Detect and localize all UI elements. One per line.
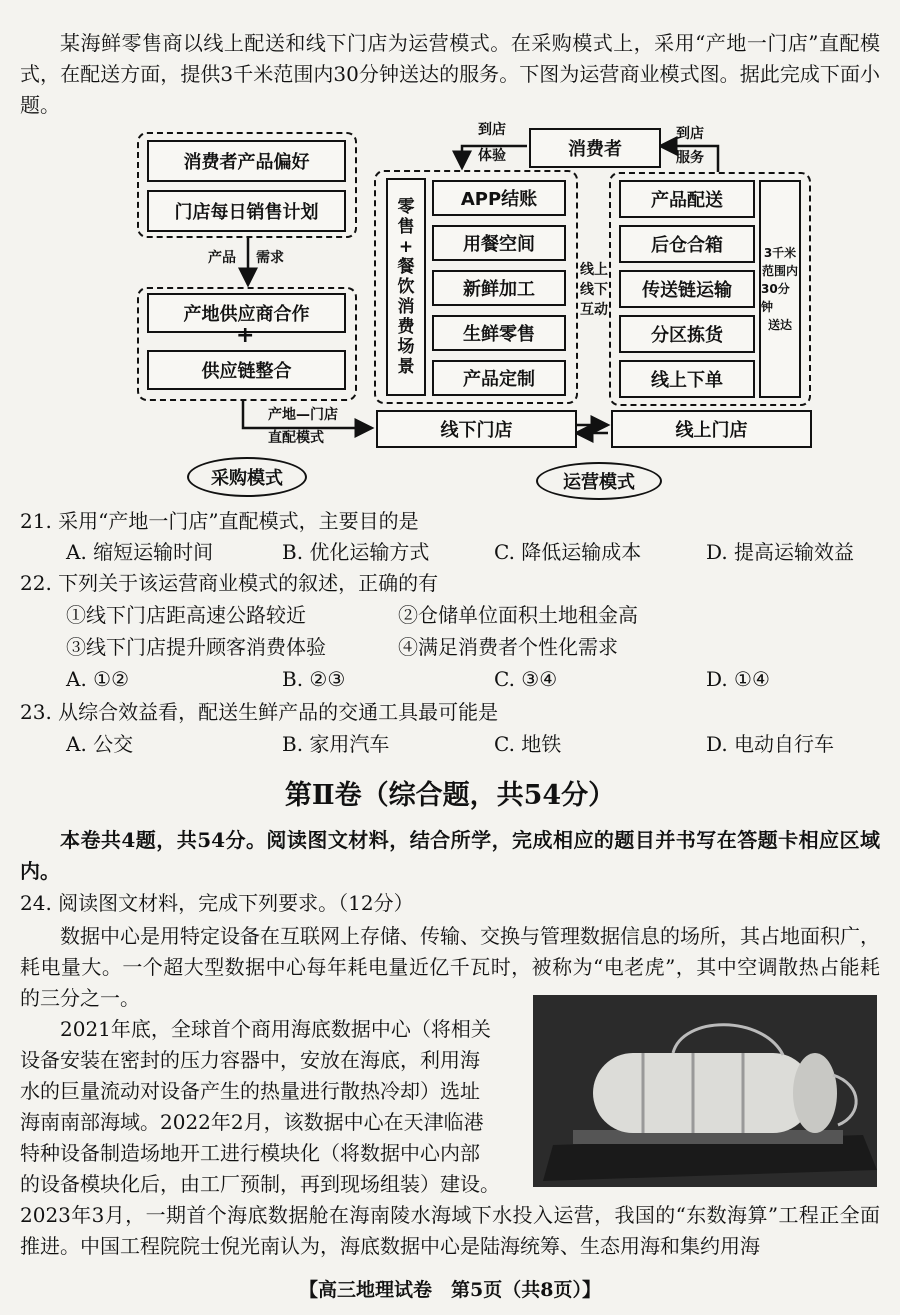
- q24-p2-line-1: 2021年底，全球首个商用海底数据中心（将相关: [60, 1017, 491, 1041]
- q24-paragraph-1: 数据中心是用特定设备在互联网上存储、传输、交换与管理数据信息的场所，其占地面积广，耗电量大。一个超大型数据中心每年耗电量近亿千瓦时，被称为“电老虎”，其中空调散热占能耗的三分之一。: [20, 924, 880, 1010]
- q21-option-b: B. 优化运输方式: [282, 540, 430, 564]
- q22-statement-3: ③线下门店提升顾客消费体验: [66, 635, 326, 659]
- scene-char: 费: [397, 317, 415, 337]
- delivery-note-line: 3千米: [763, 246, 797, 260]
- q21-option-a: A. 缩短运输时间: [66, 540, 214, 564]
- q22-option-b: B. ②③: [282, 667, 346, 691]
- to-store-service-1: 到店: [676, 126, 704, 142]
- scene-label-box: [386, 178, 426, 396]
- fresh-processing-box: 新鲜加工: [432, 270, 566, 306]
- question-24-stem: 24. 阅读图文材料，完成下列要求。（12分）: [20, 891, 414, 915]
- direct-mode-label-1: 产地—门店: [268, 407, 338, 423]
- operation-mode-ellipse: 运营模式: [536, 462, 662, 500]
- q24-paragraph-3: 2023年3月，一期首个海底数据舱在海南陵水海域下水投入运营，我国的“东数海算”工程正全面推进。中国工程院院士倪光南认为，海底数据中心是陆海统筹、生态用海和集约用海: [20, 1203, 880, 1258]
- conveyor-box: 传送链运输: [619, 270, 755, 308]
- q24-p2-line-6: 的设备模块化后，由工厂预制，再到现场组装）建设。: [20, 1172, 500, 1196]
- consumer-preference-box: 消费者产品偏好: [147, 140, 346, 182]
- q24-p2-line-3: 水的巨量流动对设备产生的热量进行散热冷却）选址: [20, 1079, 480, 1103]
- to-store-service-2: 服务: [676, 150, 704, 166]
- plus-sign: +: [236, 323, 255, 348]
- q24-p2-line-2: 设备安装在密封的压力容器中，安放在海底，利用海: [20, 1048, 480, 1072]
- data-capsule-photo: [533, 995, 877, 1187]
- product-label: 产品: [208, 250, 236, 266]
- daily-sales-plan-box: 门店每日销售计划: [147, 190, 346, 232]
- scene-char: 景: [397, 357, 415, 377]
- capsule-illustration: [533, 995, 877, 1187]
- scene-char: +: [398, 237, 414, 257]
- fresh-retail-box: 生鲜零售: [432, 315, 566, 351]
- interaction-label-3: 互动: [580, 302, 608, 318]
- question-21-stem: 21. 采用“产地一门店”直配模式，主要目的是: [20, 509, 419, 533]
- q24-p2-line-4: 海南南部海域。2022年2月，该数据中心在天津临港: [20, 1110, 484, 1134]
- direct-mode-label-2: 直配模式: [268, 430, 324, 446]
- question-22-stem: 22. 下列关于该运营商业模式的叙述，正确的有: [20, 571, 439, 595]
- online-order-box: 线上下单: [619, 360, 755, 398]
- q23-option-c: C. 地铁: [494, 732, 562, 756]
- dining-space-box: 用餐空间: [432, 225, 566, 261]
- to-store-experience-2: 体验: [478, 148, 506, 164]
- online-store-box: 线上门店: [611, 410, 812, 448]
- delivery-note-box: [759, 180, 801, 398]
- intro-paragraph: 某海鲜零售商以线上配送和线下门店为运营模式。在采购模式上，采用“产地一门店”直配模式，在配送方面，提供3千米范围内30分钟送达的服务。下图为运营商业模式图。据此完成下面小题。: [20, 31, 880, 117]
- delivery-note-line: 送达: [767, 318, 792, 332]
- q22-statement-1: ①线下门店距高速公路较近: [66, 603, 306, 627]
- delivery-note-line: 30分钟: [761, 282, 790, 314]
- demand-label: 需求: [256, 250, 284, 266]
- scene-char: 场: [397, 337, 415, 357]
- product-customization-box: 产品定制: [432, 360, 566, 396]
- to-store-experience-1: 到店: [478, 122, 506, 138]
- app-checkout-box: APP结账: [432, 180, 566, 216]
- zone-picking-box: 分区拣货: [619, 315, 755, 353]
- q22-statement-4: ④满足消费者个性化需求: [398, 635, 618, 659]
- scene-char: 零: [397, 197, 415, 217]
- scene-char: 饮: [397, 277, 415, 297]
- q23-option-d: D. 电动自行车: [706, 732, 835, 756]
- q22-option-d: D. ①④: [706, 667, 770, 691]
- q22-statement-2: ②仓储单位面积土地租金高: [398, 603, 638, 627]
- interaction-label-2: 线下: [580, 282, 608, 298]
- back-warehouse-box: 后仓合箱: [619, 225, 755, 263]
- q21-option-d: D. 提高运输效益: [706, 540, 855, 564]
- consumer-box: 消费者: [529, 128, 661, 168]
- section-title: 第Ⅱ卷（综合题，共54分）: [284, 780, 616, 811]
- q22-option-c: C. ③④: [494, 667, 558, 691]
- q22-option-a: A. ①②: [66, 667, 130, 691]
- q21-option-c: C. 降低运输成本: [494, 540, 642, 564]
- page-footer: 【高三地理试卷 第5页（共8页）】: [299, 1279, 601, 1301]
- scene-char: 消: [397, 297, 415, 317]
- q23-option-a: A. 公交: [66, 732, 134, 756]
- product-delivery-box: 产品配送: [619, 180, 755, 218]
- scene-char: 售: [397, 217, 415, 237]
- interaction-label-1: 线上: [580, 262, 608, 278]
- section-note: 本卷共4题，共54分。阅读图文材料，结合所学，完成相应的题目并书写在答题卡相应区域内。: [20, 828, 880, 883]
- question-23-stem: 23. 从综合效益看，配送生鲜产品的交通工具最可能是: [20, 700, 499, 724]
- delivery-note-line: 范围内: [761, 264, 798, 278]
- procurement-mode-ellipse: 采购模式: [187, 457, 307, 497]
- supply-chain-box: 供应链整合: [147, 350, 346, 390]
- q23-option-b: B. 家用汽车: [282, 732, 390, 756]
- scene-char: 餐: [397, 257, 415, 277]
- supplier-cooperation-box: 产地供应商合作: [147, 293, 346, 333]
- q24-p2-line-5: 特种设备制造场地开工进行模块化（将数据中心内部: [20, 1141, 480, 1165]
- offline-store-box: 线下门店: [376, 410, 577, 448]
